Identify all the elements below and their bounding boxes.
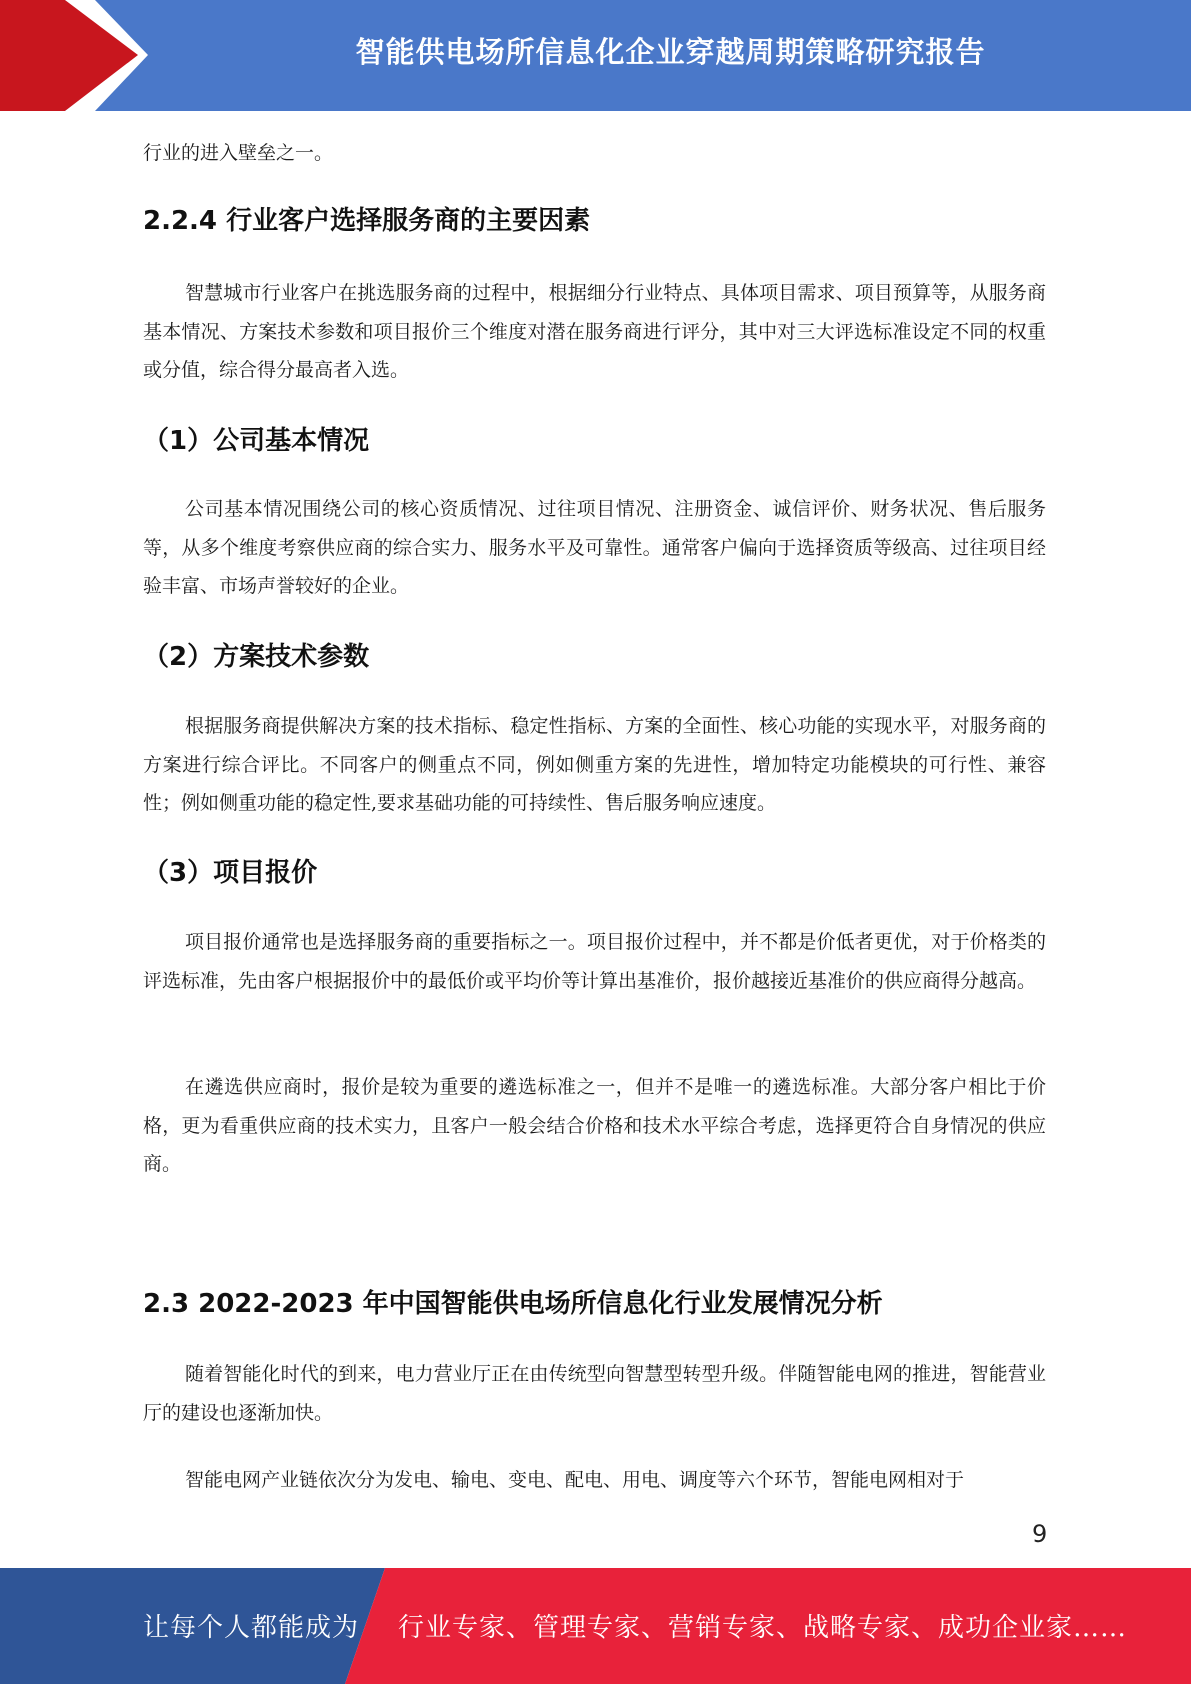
subheading-technical-params: （2）方案技术参数	[143, 642, 370, 672]
subheading-project-quote: （3）项目报价	[143, 858, 318, 888]
paragraph: 智慧城市行业客户在挑选服务商的过程中，根据细分行业特点、具体项目需求、项目预算等，从服务商基本情况、方案技术参数和项目报价三个维度对潜在服务商进行评分，其中对三大评选标准设定不同的权重或分值，综合得分最高者入选。	[143, 282, 1046, 381]
paragraph: 随着智能化时代的到来，电力营业厅正在由传统型向智慧型转型升级。伴随智能电网的推进，智能营业厅的建设也逐渐加快。	[143, 1363, 1046, 1424]
page-footer	[0, 1568, 1191, 1684]
section-heading-2-2-4: 2.2.4 行业客户选择服务商的主要因素	[143, 206, 591, 236]
subheading-company-basics: （1）公司基本情况	[143, 426, 370, 456]
section-heading-2-3: 2.3 2022-2023 年中国智能供电场所信息化行业发展情况分析	[143, 1289, 883, 1319]
paragraph: 根据服务商提供解决方案的技术指标、稳定性指标、方案的全面性、核心功能的实现水平，对服务商的方案进行综合评比。不同客户的侧重点不同，例如侧重方案的先进性，增加特定功能模块的可行性、兼容性；例如侧重功能的稳定性,要求基础功能的可持续性、售后服务响应速度。	[143, 715, 1046, 814]
page-number: 9	[1032, 1520, 1048, 1548]
footer-slogan-left: 让每个人都能成为	[143, 1613, 360, 1643]
page-header	[0, 0, 1191, 111]
paragraph: 在遴选供应商时，报价是较为重要的遴选标准之一，但并不是唯一的遴选标准。大部分客户相比于价格，更为看重供应商的技术实力，且客户一般会结合价格和技术水平综合考虑，选择更符合自身情况的供应商。	[143, 1076, 1046, 1175]
paragraph: 智能电网产业链依次分为发电、输电、变电、配电、用电、调度等六个环节，智能电网相对于	[185, 1469, 965, 1491]
paragraph: 项目报价通常也是选择服务商的重要指标之一。项目报价过程中，并不都是价低者更优，对于价格类的评选标准，先由客户根据报价中的最低价或平均价等计算出基准价，报价越接近基准价的供应商得分越高。	[143, 931, 1046, 992]
paragraph-continuation: 行业的进入壁垒之一。	[143, 142, 334, 164]
footer-slogan-right: 行业专家、管理专家、营销专家、战略专家、成功企业家……	[398, 1613, 1128, 1643]
report-title: 智能供电场所信息化企业穿越周期策略研究报告	[355, 35, 986, 69]
paragraph: 公司基本情况围绕公司的核心资质情况、过往项目情况、注册资金、诚信评价、财务状况、售后服务等，从多个维度考察供应商的综合实力、服务水平及可靠性。通常客户偏向于选择资质等级高、过往项目经验丰富、市场声誉较好的企业。	[143, 498, 1046, 597]
